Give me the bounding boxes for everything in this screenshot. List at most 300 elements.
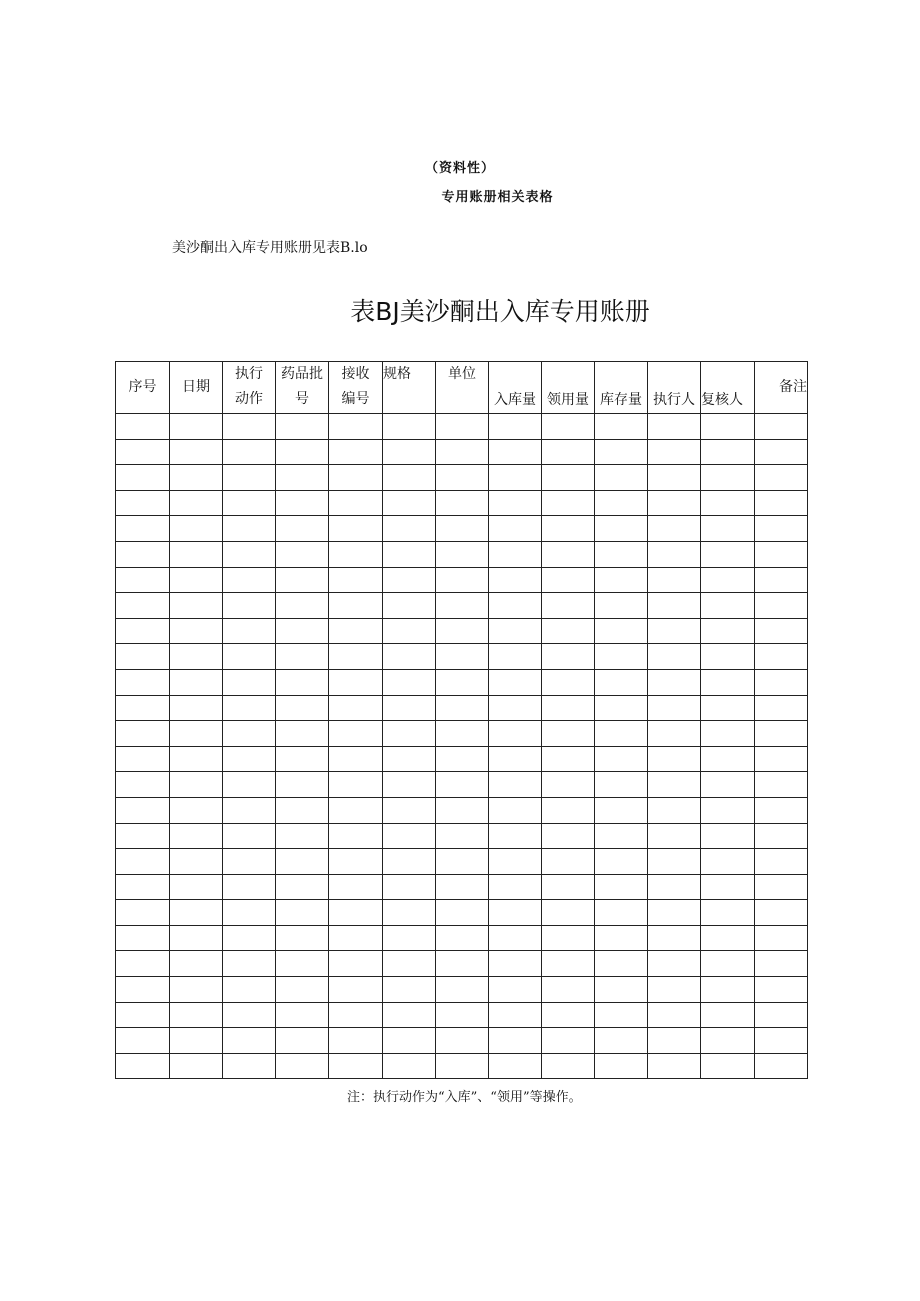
table-cell[interactable] <box>542 414 595 440</box>
table-cell[interactable] <box>595 593 648 619</box>
table-cell[interactable] <box>170 618 223 644</box>
table-cell[interactable] <box>595 874 648 900</box>
table-cell[interactable] <box>170 541 223 567</box>
table-cell[interactable] <box>595 644 648 670</box>
table-cell[interactable] <box>276 490 329 516</box>
table-cell[interactable] <box>436 593 489 619</box>
table-cell[interactable] <box>542 721 595 747</box>
table-cell[interactable] <box>648 516 701 542</box>
table-cell[interactable] <box>595 746 648 772</box>
table-cell[interactable] <box>116 849 170 875</box>
table-cell[interactable] <box>329 516 383 542</box>
table-cell[interactable] <box>436 977 489 1003</box>
table-cell[interactable] <box>701 490 755 516</box>
table-cell[interactable] <box>116 669 170 695</box>
table-cell[interactable] <box>755 951 808 977</box>
table-cell[interactable] <box>436 465 489 491</box>
table-cell[interactable] <box>701 439 755 465</box>
table-cell[interactable] <box>116 465 170 491</box>
table-cell[interactable] <box>383 541 436 567</box>
table-cell[interactable] <box>170 951 223 977</box>
table-cell[interactable] <box>276 465 329 491</box>
table-cell[interactable] <box>436 823 489 849</box>
table-cell[interactable] <box>276 874 329 900</box>
table-cell[interactable] <box>648 874 701 900</box>
table-cell[interactable] <box>436 900 489 926</box>
table-cell[interactable] <box>648 695 701 721</box>
table-cell[interactable] <box>329 746 383 772</box>
table-cell[interactable] <box>755 797 808 823</box>
table-cell[interactable] <box>383 439 436 465</box>
table-cell[interactable] <box>170 977 223 1003</box>
table-cell[interactable] <box>701 951 755 977</box>
table-cell[interactable] <box>648 746 701 772</box>
table-cell[interactable] <box>489 1028 542 1054</box>
table-cell[interactable] <box>383 746 436 772</box>
table-cell[interactable] <box>701 772 755 798</box>
table-cell[interactable] <box>276 951 329 977</box>
table-cell[interactable] <box>595 721 648 747</box>
table-cell[interactable] <box>542 849 595 875</box>
table-cell[interactable] <box>436 746 489 772</box>
table-cell[interactable] <box>648 490 701 516</box>
table-cell[interactable] <box>170 439 223 465</box>
table-cell[interactable] <box>648 541 701 567</box>
table-cell[interactable] <box>489 900 542 926</box>
table-cell[interactable] <box>223 644 276 670</box>
table-cell[interactable] <box>542 593 595 619</box>
table-cell[interactable] <box>595 823 648 849</box>
table-cell[interactable] <box>595 669 648 695</box>
table-cell[interactable] <box>542 516 595 542</box>
table-cell[interactable] <box>223 721 276 747</box>
table-cell[interactable] <box>383 567 436 593</box>
table-cell[interactable] <box>276 439 329 465</box>
table-cell[interactable] <box>542 490 595 516</box>
table-cell[interactable] <box>223 465 276 491</box>
table-cell[interactable] <box>436 1053 489 1079</box>
table-cell[interactable] <box>170 721 223 747</box>
table-cell[interactable] <box>383 593 436 619</box>
table-cell[interactable] <box>223 1053 276 1079</box>
table-cell[interactable] <box>276 414 329 440</box>
table-cell[interactable] <box>489 516 542 542</box>
table-cell[interactable] <box>170 593 223 619</box>
table-cell[interactable] <box>755 414 808 440</box>
table-cell[interactable] <box>648 772 701 798</box>
table-cell[interactable] <box>436 925 489 951</box>
table-cell[interactable] <box>489 618 542 644</box>
table-cell[interactable] <box>489 925 542 951</box>
table-cell[interactable] <box>116 874 170 900</box>
table-cell[interactable] <box>276 1002 329 1028</box>
table-cell[interactable] <box>595 490 648 516</box>
table-cell[interactable] <box>648 439 701 465</box>
table-cell[interactable] <box>170 1053 223 1079</box>
table-cell[interactable] <box>755 593 808 619</box>
table-cell[interactable] <box>542 977 595 1003</box>
table-cell[interactable] <box>383 490 436 516</box>
table-cell[interactable] <box>329 695 383 721</box>
table-cell[interactable] <box>383 618 436 644</box>
table-cell[interactable] <box>329 618 383 644</box>
table-cell[interactable] <box>489 593 542 619</box>
table-cell[interactable] <box>701 516 755 542</box>
table-cell[interactable] <box>701 977 755 1003</box>
table-cell[interactable] <box>542 951 595 977</box>
table-cell[interactable] <box>489 977 542 1003</box>
table-cell[interactable] <box>489 951 542 977</box>
table-cell[interactable] <box>542 695 595 721</box>
table-cell[interactable] <box>755 516 808 542</box>
table-cell[interactable] <box>383 772 436 798</box>
table-cell[interactable] <box>276 1053 329 1079</box>
table-cell[interactable] <box>595 439 648 465</box>
table-cell[interactable] <box>383 823 436 849</box>
table-cell[interactable] <box>648 1002 701 1028</box>
table-cell[interactable] <box>116 925 170 951</box>
table-cell[interactable] <box>489 490 542 516</box>
table-cell[interactable] <box>595 618 648 644</box>
table-cell[interactable] <box>436 439 489 465</box>
table-cell[interactable] <box>436 567 489 593</box>
table-cell[interactable] <box>436 721 489 747</box>
table-cell[interactable] <box>116 823 170 849</box>
table-cell[interactable] <box>223 695 276 721</box>
table-cell[interactable] <box>701 721 755 747</box>
table-cell[interactable] <box>116 1053 170 1079</box>
table-cell[interactable] <box>595 516 648 542</box>
table-cell[interactable] <box>329 772 383 798</box>
table-cell[interactable] <box>329 1028 383 1054</box>
table-cell[interactable] <box>436 516 489 542</box>
table-cell[interactable] <box>755 900 808 926</box>
table-cell[interactable] <box>329 900 383 926</box>
table-cell[interactable] <box>701 1053 755 1079</box>
table-cell[interactable] <box>223 1028 276 1054</box>
table-cell[interactable] <box>383 465 436 491</box>
table-cell[interactable] <box>436 849 489 875</box>
table-cell[interactable] <box>383 414 436 440</box>
table-cell[interactable] <box>755 772 808 798</box>
table-cell[interactable] <box>542 925 595 951</box>
table-cell[interactable] <box>489 669 542 695</box>
table-cell[interactable] <box>701 465 755 491</box>
table-cell[interactable] <box>595 541 648 567</box>
table-cell[interactable] <box>755 695 808 721</box>
table-cell[interactable] <box>276 849 329 875</box>
table-cell[interactable] <box>648 593 701 619</box>
table-cell[interactable] <box>436 1028 489 1054</box>
table-cell[interactable] <box>170 746 223 772</box>
table-cell[interactable] <box>542 567 595 593</box>
table-cell[interactable] <box>755 721 808 747</box>
table-cell[interactable] <box>116 567 170 593</box>
table-cell[interactable] <box>489 541 542 567</box>
table-cell[interactable] <box>116 772 170 798</box>
table-cell[interactable] <box>329 593 383 619</box>
table-cell[interactable] <box>223 746 276 772</box>
table-cell[interactable] <box>648 721 701 747</box>
table-cell[interactable] <box>701 567 755 593</box>
table-cell[interactable] <box>223 925 276 951</box>
table-cell[interactable] <box>116 951 170 977</box>
table-cell[interactable] <box>276 900 329 926</box>
table-cell[interactable] <box>329 823 383 849</box>
table-cell[interactable] <box>542 541 595 567</box>
table-cell[interactable] <box>383 669 436 695</box>
table-cell[interactable] <box>755 977 808 1003</box>
table-cell[interactable] <box>489 1002 542 1028</box>
table-cell[interactable] <box>329 874 383 900</box>
table-cell[interactable] <box>648 567 701 593</box>
table-cell[interactable] <box>648 951 701 977</box>
table-cell[interactable] <box>595 951 648 977</box>
table-cell[interactable] <box>489 644 542 670</box>
table-cell[interactable] <box>648 1028 701 1054</box>
table-cell[interactable] <box>755 746 808 772</box>
table-cell[interactable] <box>276 669 329 695</box>
table-cell[interactable] <box>276 721 329 747</box>
table-cell[interactable] <box>648 977 701 1003</box>
table-cell[interactable] <box>542 439 595 465</box>
table-cell[interactable] <box>223 823 276 849</box>
table-cell[interactable] <box>489 414 542 440</box>
table-cell[interactable] <box>170 516 223 542</box>
table-cell[interactable] <box>489 874 542 900</box>
table-cell[interactable] <box>595 900 648 926</box>
table-cell[interactable] <box>170 823 223 849</box>
table-cell[interactable] <box>489 1053 542 1079</box>
table-cell[interactable] <box>276 695 329 721</box>
table-cell[interactable] <box>755 925 808 951</box>
table-cell[interactable] <box>223 951 276 977</box>
table-cell[interactable] <box>755 567 808 593</box>
table-cell[interactable] <box>329 465 383 491</box>
table-cell[interactable] <box>436 644 489 670</box>
table-cell[interactable] <box>329 1002 383 1028</box>
table-cell[interactable] <box>701 874 755 900</box>
table-cell[interactable] <box>276 746 329 772</box>
table-cell[interactable] <box>116 414 170 440</box>
table-cell[interactable] <box>436 797 489 823</box>
table-cell[interactable] <box>648 1053 701 1079</box>
table-cell[interactable] <box>223 977 276 1003</box>
table-cell[interactable] <box>329 977 383 1003</box>
table-cell[interactable] <box>276 772 329 798</box>
table-cell[interactable] <box>383 1028 436 1054</box>
table-cell[interactable] <box>436 951 489 977</box>
table-cell[interactable] <box>170 669 223 695</box>
table-cell[interactable] <box>542 618 595 644</box>
table-cell[interactable] <box>648 797 701 823</box>
table-cell[interactable] <box>755 1028 808 1054</box>
table-cell[interactable] <box>383 797 436 823</box>
table-cell[interactable] <box>170 465 223 491</box>
table-cell[interactable] <box>489 746 542 772</box>
table-cell[interactable] <box>489 721 542 747</box>
table-cell[interactable] <box>329 669 383 695</box>
table-cell[interactable] <box>329 414 383 440</box>
table-cell[interactable] <box>223 1002 276 1028</box>
table-cell[interactable] <box>542 465 595 491</box>
table-cell[interactable] <box>276 925 329 951</box>
table-cell[interactable] <box>116 797 170 823</box>
table-cell[interactable] <box>489 465 542 491</box>
table-cell[interactable] <box>276 823 329 849</box>
table-cell[interactable] <box>276 516 329 542</box>
table-cell[interactable] <box>223 849 276 875</box>
table-cell[interactable] <box>223 414 276 440</box>
table-cell[interactable] <box>542 644 595 670</box>
table-cell[interactable] <box>436 541 489 567</box>
table-cell[interactable] <box>116 541 170 567</box>
table-cell[interactable] <box>542 823 595 849</box>
table-cell[interactable] <box>329 721 383 747</box>
table-cell[interactable] <box>436 874 489 900</box>
table-cell[interactable] <box>223 874 276 900</box>
table-cell[interactable] <box>755 849 808 875</box>
table-cell[interactable] <box>701 1028 755 1054</box>
table-cell[interactable] <box>383 695 436 721</box>
table-cell[interactable] <box>383 977 436 1003</box>
table-cell[interactable] <box>383 516 436 542</box>
table-cell[interactable] <box>276 977 329 1003</box>
table-cell[interactable] <box>595 1002 648 1028</box>
table-cell[interactable] <box>701 1002 755 1028</box>
table-cell[interactable] <box>383 1002 436 1028</box>
table-cell[interactable] <box>116 618 170 644</box>
table-cell[interactable] <box>701 746 755 772</box>
table-cell[interactable] <box>116 1002 170 1028</box>
table-cell[interactable] <box>489 695 542 721</box>
table-cell[interactable] <box>489 772 542 798</box>
table-cell[interactable] <box>329 951 383 977</box>
table-cell[interactable] <box>170 414 223 440</box>
table-cell[interactable] <box>595 414 648 440</box>
table-cell[interactable] <box>755 541 808 567</box>
table-cell[interactable] <box>170 567 223 593</box>
table-cell[interactable] <box>383 900 436 926</box>
table-cell[interactable] <box>542 669 595 695</box>
table-cell[interactable] <box>329 644 383 670</box>
table-cell[interactable] <box>489 849 542 875</box>
table-cell[interactable] <box>648 618 701 644</box>
table-cell[interactable] <box>116 516 170 542</box>
table-cell[interactable] <box>116 977 170 1003</box>
table-cell[interactable] <box>489 567 542 593</box>
table-cell[interactable] <box>116 593 170 619</box>
table-cell[interactable] <box>701 593 755 619</box>
table-cell[interactable] <box>223 900 276 926</box>
table-cell[interactable] <box>701 541 755 567</box>
table-cell[interactable] <box>276 644 329 670</box>
table-cell[interactable] <box>648 669 701 695</box>
table-cell[interactable] <box>276 593 329 619</box>
table-cell[interactable] <box>648 465 701 491</box>
table-cell[interactable] <box>542 874 595 900</box>
table-cell[interactable] <box>701 925 755 951</box>
table-cell[interactable] <box>170 874 223 900</box>
table-cell[interactable] <box>276 1028 329 1054</box>
table-cell[interactable] <box>170 695 223 721</box>
table-cell[interactable] <box>542 1002 595 1028</box>
table-cell[interactable] <box>542 900 595 926</box>
table-cell[interactable] <box>595 849 648 875</box>
table-cell[interactable] <box>755 439 808 465</box>
table-cell[interactable] <box>170 644 223 670</box>
table-cell[interactable] <box>648 644 701 670</box>
table-cell[interactable] <box>116 721 170 747</box>
table-cell[interactable] <box>755 644 808 670</box>
table-cell[interactable] <box>595 1028 648 1054</box>
table-cell[interactable] <box>542 746 595 772</box>
table-cell[interactable] <box>383 849 436 875</box>
table-cell[interactable] <box>489 439 542 465</box>
table-cell[interactable] <box>329 1053 383 1079</box>
table-cell[interactable] <box>223 669 276 695</box>
table-cell[interactable] <box>170 797 223 823</box>
table-cell[interactable] <box>595 567 648 593</box>
table-cell[interactable] <box>701 849 755 875</box>
table-cell[interactable] <box>436 669 489 695</box>
table-cell[interactable] <box>223 439 276 465</box>
table-cell[interactable] <box>701 823 755 849</box>
table-cell[interactable] <box>436 772 489 798</box>
table-cell[interactable] <box>542 1053 595 1079</box>
table-cell[interactable] <box>701 414 755 440</box>
table-cell[interactable] <box>648 900 701 926</box>
table-cell[interactable] <box>755 490 808 516</box>
table-cell[interactable] <box>223 618 276 644</box>
table-cell[interactable] <box>116 439 170 465</box>
table-cell[interactable] <box>223 516 276 542</box>
table-cell[interactable] <box>170 925 223 951</box>
table-cell[interactable] <box>116 900 170 926</box>
table-cell[interactable] <box>436 695 489 721</box>
table-cell[interactable] <box>648 925 701 951</box>
table-cell[interactable] <box>116 644 170 670</box>
table-cell[interactable] <box>595 977 648 1003</box>
table-cell[interactable] <box>701 797 755 823</box>
table-cell[interactable] <box>595 797 648 823</box>
table-cell[interactable] <box>329 925 383 951</box>
table-cell[interactable] <box>223 772 276 798</box>
table-cell[interactable] <box>595 1053 648 1079</box>
table-cell[interactable] <box>170 849 223 875</box>
table-cell[interactable] <box>170 900 223 926</box>
table-cell[interactable] <box>436 490 489 516</box>
table-cell[interactable] <box>701 900 755 926</box>
table-cell[interactable] <box>329 797 383 823</box>
table-cell[interactable] <box>542 797 595 823</box>
table-cell[interactable] <box>170 490 223 516</box>
table-cell[interactable] <box>755 669 808 695</box>
table-cell[interactable] <box>329 439 383 465</box>
table-cell[interactable] <box>276 797 329 823</box>
table-cell[interactable] <box>489 797 542 823</box>
table-cell[interactable] <box>329 849 383 875</box>
table-cell[interactable] <box>116 695 170 721</box>
table-cell[interactable] <box>755 874 808 900</box>
table-cell[interactable] <box>595 925 648 951</box>
table-cell[interactable] <box>223 797 276 823</box>
table-cell[interactable] <box>276 618 329 644</box>
table-cell[interactable] <box>755 1053 808 1079</box>
table-cell[interactable] <box>436 1002 489 1028</box>
table-cell[interactable] <box>116 1028 170 1054</box>
table-cell[interactable] <box>383 925 436 951</box>
